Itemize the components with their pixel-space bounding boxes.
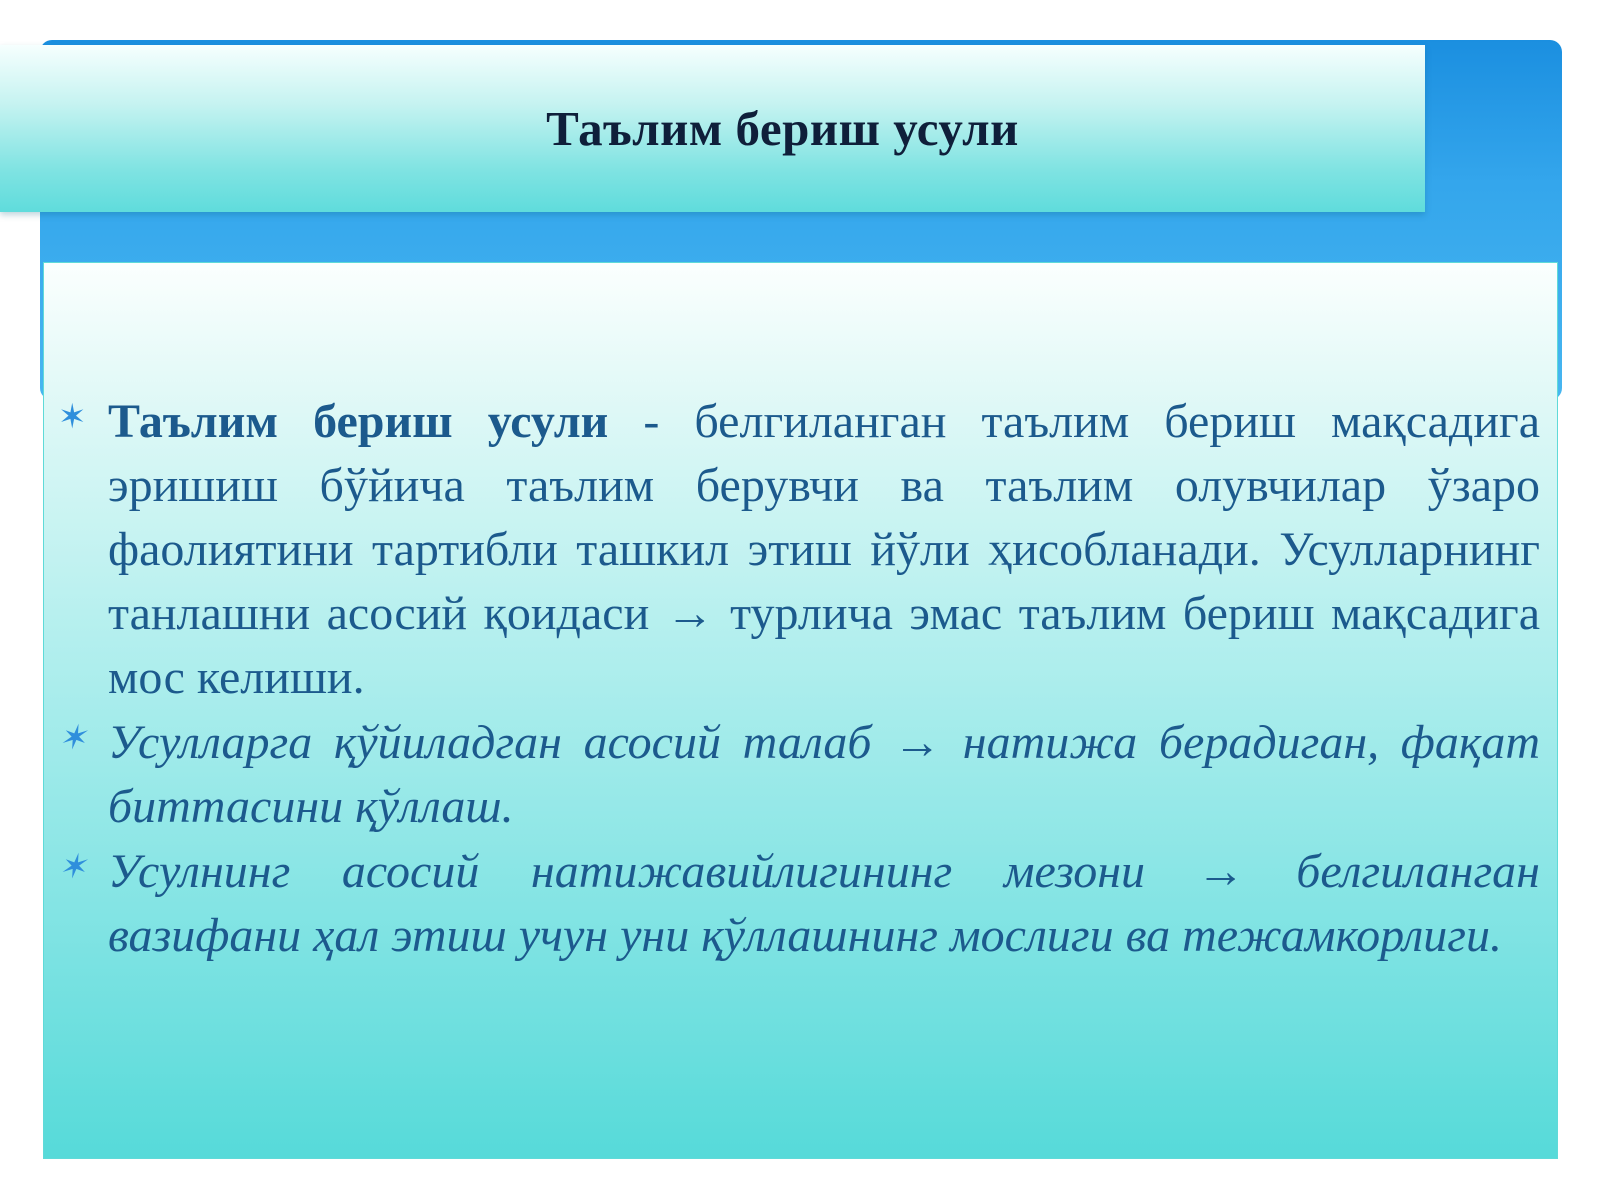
title-bar xyxy=(0,45,1425,212)
bullet-list xyxy=(58,390,1540,969)
star-bullet-icon: ✶ xyxy=(58,399,87,436)
criterion-text: Усулнинг асосий натижавийлигининг мезони → белгиланган вазифани ҳал этиш учун уни қўллашнинг мослиги ва тежамкорлиги. xyxy=(108,845,1540,962)
requirement-text: Усулларга қўйиладган асосий талаб → натижа берадиган, фақат биттасини қўллаш. xyxy=(108,716,1540,833)
bullet-item-criterion xyxy=(58,840,1540,968)
slide-title: Таълим бериш усули xyxy=(546,101,1019,156)
definition-text: - белгиланган таълим бериш мақсадига эришиш бўйича таълим берувчи ва таълим олувчилар ўзаро фаолиятини тартибли ташкил этиш йўли ҳисобланади. Усулларнинг танлашни асосий қоидаси → турлича эмас таълим бериш мақсадига мос келиши. xyxy=(108,395,1540,704)
bullet-item-requirement xyxy=(58,711,1540,839)
definition-term: Таълим бериш усули xyxy=(108,395,609,448)
bullet-item-definition xyxy=(58,390,1540,710)
star-bullet-icon: ✶ xyxy=(58,849,87,886)
star-bullet-icon: ✶ xyxy=(58,720,87,757)
